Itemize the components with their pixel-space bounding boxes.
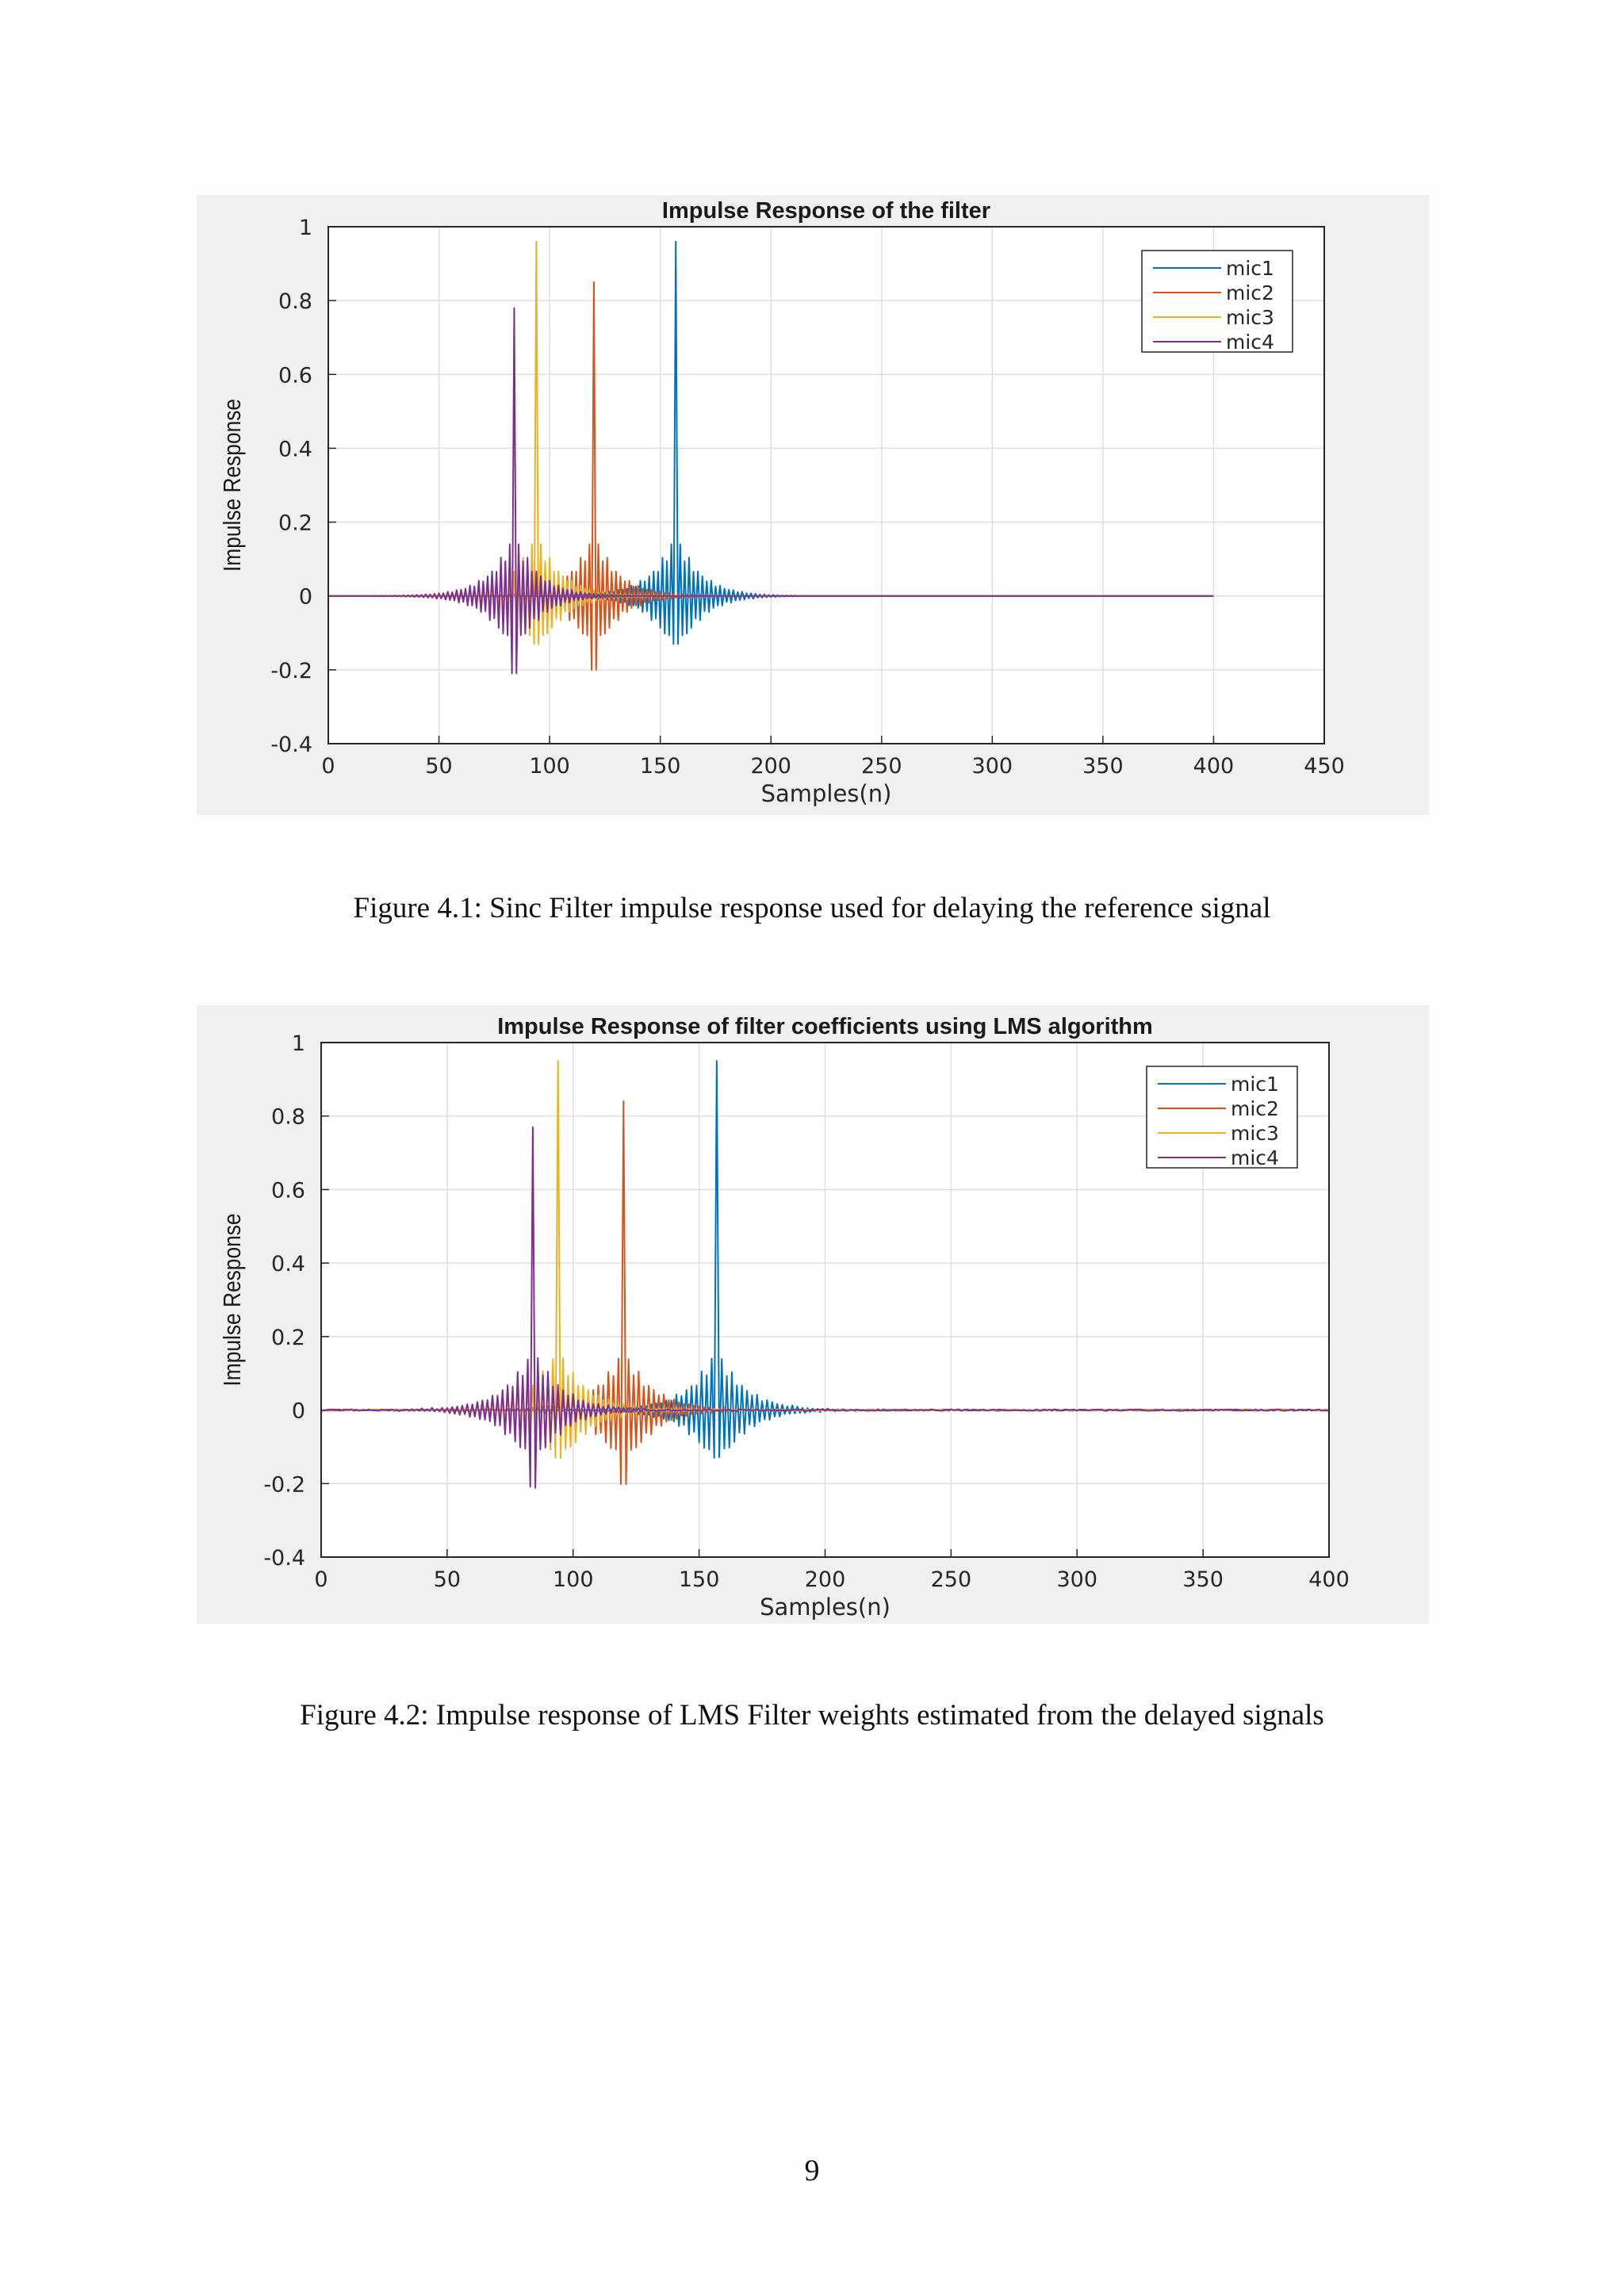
x-tick-label: 400: [1193, 754, 1235, 779]
x-tick-label: 0: [314, 1567, 328, 1592]
y-axis-label: Impulse Response: [219, 398, 247, 572]
legend-label-mic3: mic3: [1226, 306, 1274, 329]
y-tick-label: 1: [291, 1031, 305, 1056]
x-tick-label: 300: [1056, 1567, 1098, 1592]
y-axis-label: Impulse Response: [219, 1213, 247, 1387]
x-tick-label: 350: [1082, 754, 1124, 779]
legend-label-mic4: mic4: [1231, 1146, 1279, 1169]
legend-label-mic3: mic3: [1231, 1122, 1279, 1145]
y-tick-label: 0: [291, 1399, 305, 1424]
y-tick-label: 0.2: [278, 511, 312, 536]
figure-2-caption: Figure 4.2: Impulse response of LMS Filter weights estimated from the delayed signals: [300, 1699, 1324, 1732]
x-tick-label: 250: [861, 754, 902, 779]
x-axis-label: Samples(n): [760, 780, 892, 807]
y-tick-label: 0: [298, 584, 312, 610]
x-tick-label: 200: [804, 1567, 846, 1592]
x-tick-label: 350: [1182, 1567, 1224, 1592]
figure-1-panel: [197, 195, 1429, 815]
y-tick-label: 0.8: [278, 289, 312, 315]
y-tick-label: 1: [298, 216, 312, 240]
y-tick-label: -0.4: [270, 733, 312, 757]
x-tick-label: 0: [321, 754, 335, 779]
y-tick-label: -0.2: [270, 658, 312, 683]
y-tick-label: 0.8: [271, 1104, 305, 1130]
chart-title: Impulse Response of the filter: [661, 198, 991, 224]
x-axis-label: Samples(n): [760, 1594, 891, 1621]
x-tick-label: 300: [971, 754, 1013, 779]
legend-label-mic4: mic4: [1226, 331, 1274, 354]
x-tick-label: 100: [552, 1567, 594, 1592]
x-tick-label: 150: [678, 1567, 720, 1592]
y-tick-label: 0.6: [278, 363, 312, 388]
legend-label-mic2: mic2: [1231, 1097, 1279, 1120]
chart-title: Impulse Response of filter coefficients using LMS algorithm: [497, 1014, 1153, 1039]
x-tick-label: 100: [529, 754, 570, 779]
y-tick-label: -0.4: [263, 1546, 305, 1571]
x-tick-label: 50: [425, 754, 453, 779]
legend-label-mic1: mic1: [1231, 1073, 1279, 1096]
y-tick-label: 0.2: [271, 1325, 305, 1350]
page-number: 9: [804, 2154, 820, 2187]
x-tick-label: 50: [433, 1567, 462, 1592]
x-tick-label: 250: [930, 1567, 972, 1592]
legend-label-mic2: mic2: [1226, 281, 1274, 304]
y-tick-label: 0.4: [271, 1252, 305, 1277]
legend-label-mic1: mic1: [1226, 257, 1274, 280]
figure-1-caption: Figure 4.1: Sinc Filter impulse response used for delaying the reference signal: [353, 892, 1271, 924]
figure-2-chart: [197, 1005, 1429, 1624]
x-tick-label: 200: [750, 754, 791, 779]
x-tick-label: 450: [1304, 754, 1345, 779]
x-tick-label: 150: [639, 754, 681, 779]
figure-2-panel: [197, 1005, 1429, 1624]
y-tick-label: 0.4: [278, 437, 312, 462]
y-tick-label: -0.2: [263, 1472, 305, 1498]
figure-1-chart: [197, 195, 1429, 815]
x-tick-label: 400: [1308, 1567, 1350, 1592]
y-tick-label: 0.6: [271, 1178, 305, 1203]
